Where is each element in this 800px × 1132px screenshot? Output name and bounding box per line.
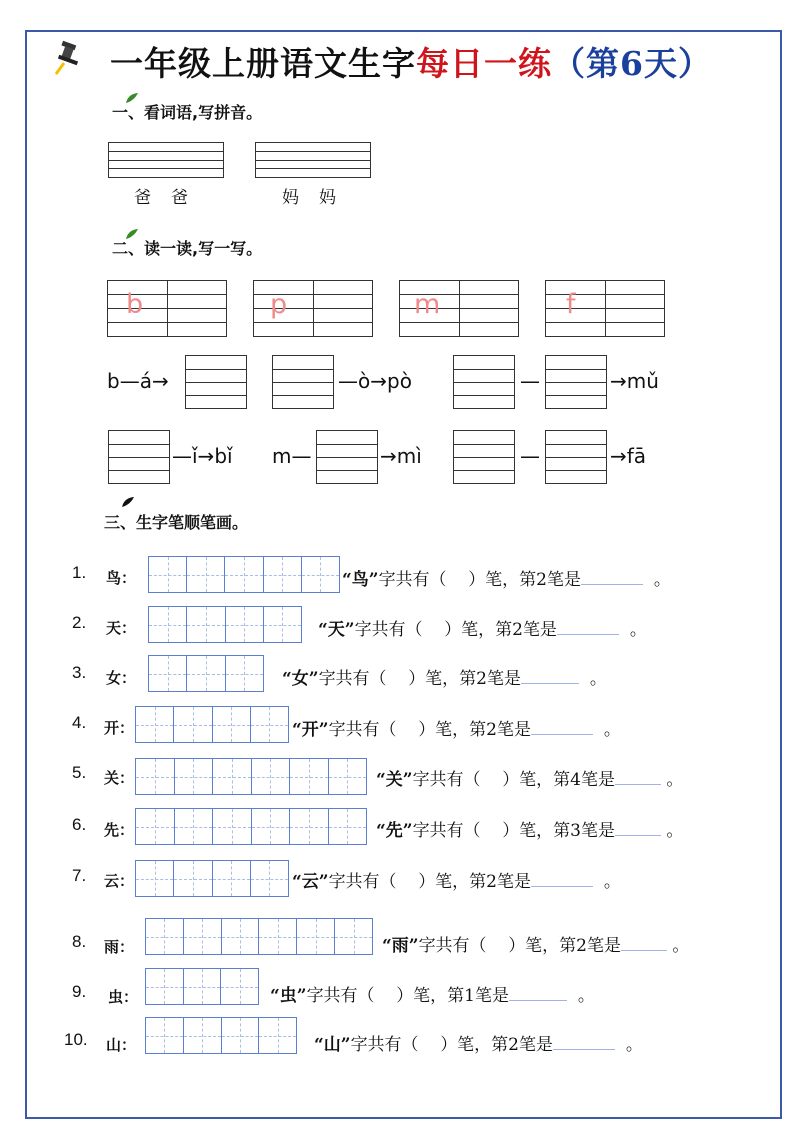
item-char: 云：: [104, 872, 135, 890]
stroke-grid-7[interactable]: [135, 860, 289, 897]
section3-header: 三、生字笔顺笔画。: [104, 510, 248, 533]
stroke-grid-4[interactable]: [135, 706, 289, 743]
spell-box-4[interactable]: [545, 355, 607, 409]
leaf-icon: [124, 92, 140, 104]
answer-blank[interactable]: [521, 669, 579, 684]
stroke-grid-5[interactable]: [135, 758, 367, 795]
section1-header: 一、看词语,写拼音。: [112, 100, 262, 123]
question-9: “虫”字共有（ ）笔，第1笔是 。: [270, 986, 595, 1006]
stroke-grid-1[interactable]: [148, 556, 340, 593]
item-number: 8.: [72, 932, 87, 951]
spell-text-1c: —: [520, 369, 540, 393]
letter-b: b: [126, 289, 144, 320]
section2-header: 二、读一读,写一写。: [112, 236, 262, 259]
question-8: “雨”字共有（ ）笔，第2笔是 。: [382, 936, 690, 956]
question-10: “山”字共有（ ）笔，第2笔是 。: [314, 1035, 643, 1055]
letter-m: m: [414, 289, 441, 320]
stroke-grid-9[interactable]: [145, 968, 259, 1005]
item-number: 9.: [72, 982, 87, 1001]
stroke-grid-2[interactable]: [148, 606, 302, 643]
pushpin-icon: [50, 40, 84, 76]
letter-box-f[interactable]: [545, 280, 665, 337]
spell-box-5[interactable]: [108, 430, 170, 484]
question-3: “女”字共有（ ）笔，第2笔是 。: [282, 669, 607, 689]
spell-box-6[interactable]: [316, 430, 378, 484]
question-6: “先”字共有（ ）笔，第3笔是 。: [376, 821, 684, 841]
spell-text-2e: →fā: [610, 444, 647, 468]
spell-box-8[interactable]: [545, 430, 607, 484]
letter-box-p[interactable]: [253, 280, 373, 337]
item-number: 5.: [72, 763, 87, 782]
stroke-grid-8[interactable]: [145, 918, 373, 955]
spell-text-1a: b—á→: [107, 369, 169, 393]
spell-text-1b: —ò→pò: [338, 369, 412, 393]
item-number: 7.: [72, 866, 87, 885]
item-char: 雨：: [104, 938, 135, 956]
item-char: 女：: [106, 669, 137, 687]
item-char: 先：: [104, 821, 135, 839]
answer-blank[interactable]: [621, 936, 667, 951]
item-char: 开：: [104, 719, 135, 737]
spell-text-2a: —ǐ→bǐ: [172, 444, 233, 468]
item-char: 鸟：: [106, 569, 137, 587]
spell-box-3[interactable]: [453, 355, 515, 409]
answer-blank[interactable]: [615, 821, 661, 836]
spell-text-2b: m—: [272, 444, 312, 468]
question-5: “关”字共有（ ）笔，第4笔是 。: [376, 770, 684, 790]
page-title: 一年级上册语文生字每日一练（第6天）: [110, 44, 712, 83]
word-baba: 爸爸: [134, 188, 208, 208]
question-4: “开”字共有（ ）笔，第2笔是 。: [292, 720, 621, 740]
spell-box-1[interactable]: [185, 355, 247, 409]
stroke-grid-6[interactable]: [135, 808, 367, 845]
item-number: 6.: [72, 815, 87, 834]
item-char: 山：: [106, 1036, 137, 1054]
leaf-icon: [120, 496, 136, 508]
question-7: “云”字共有（ ）笔，第2笔是 。: [292, 872, 621, 892]
answer-blank[interactable]: [531, 872, 593, 887]
item-number: 1.: [72, 563, 87, 582]
letter-box-m[interactable]: [399, 280, 519, 337]
letter-p: p: [270, 289, 288, 320]
word-mama: 妈妈: [282, 188, 356, 208]
answer-blank[interactable]: [615, 770, 661, 785]
item-number: 10.: [64, 1030, 88, 1049]
letter-f: f: [566, 289, 576, 320]
spell-text-1d: →mǔ: [610, 369, 659, 393]
spell-box-2[interactable]: [272, 355, 334, 409]
letter-box-b[interactable]: [107, 280, 227, 337]
item-number: 4.: [72, 713, 87, 732]
answer-blank[interactable]: [509, 986, 567, 1001]
item-number: 3.: [72, 663, 87, 682]
answer-blank[interactable]: [553, 1035, 615, 1050]
item-number: 2.: [72, 613, 87, 632]
pinyin-box-mama[interactable]: [255, 142, 371, 178]
stroke-grid-3[interactable]: [148, 655, 264, 692]
item-char: 关：: [104, 769, 135, 787]
answer-blank[interactable]: [531, 720, 593, 735]
question-1: “鸟”字共有（ ）笔，第2笔是 。: [342, 570, 671, 590]
spell-box-7[interactable]: [453, 430, 515, 484]
answer-blank[interactable]: [581, 570, 643, 585]
spell-text-2d: —: [520, 444, 540, 468]
question-2: “天”字共有（ ）笔，第2笔是 。: [318, 620, 647, 640]
leaf-icon: [124, 228, 140, 240]
item-char: 虫：: [108, 988, 139, 1006]
stroke-grid-10[interactable]: [145, 1017, 297, 1054]
spell-text-2c: →mì: [380, 444, 422, 468]
item-char: 天：: [106, 619, 137, 637]
pinyin-box-baba[interactable]: [108, 142, 224, 178]
answer-blank[interactable]: [557, 620, 619, 635]
